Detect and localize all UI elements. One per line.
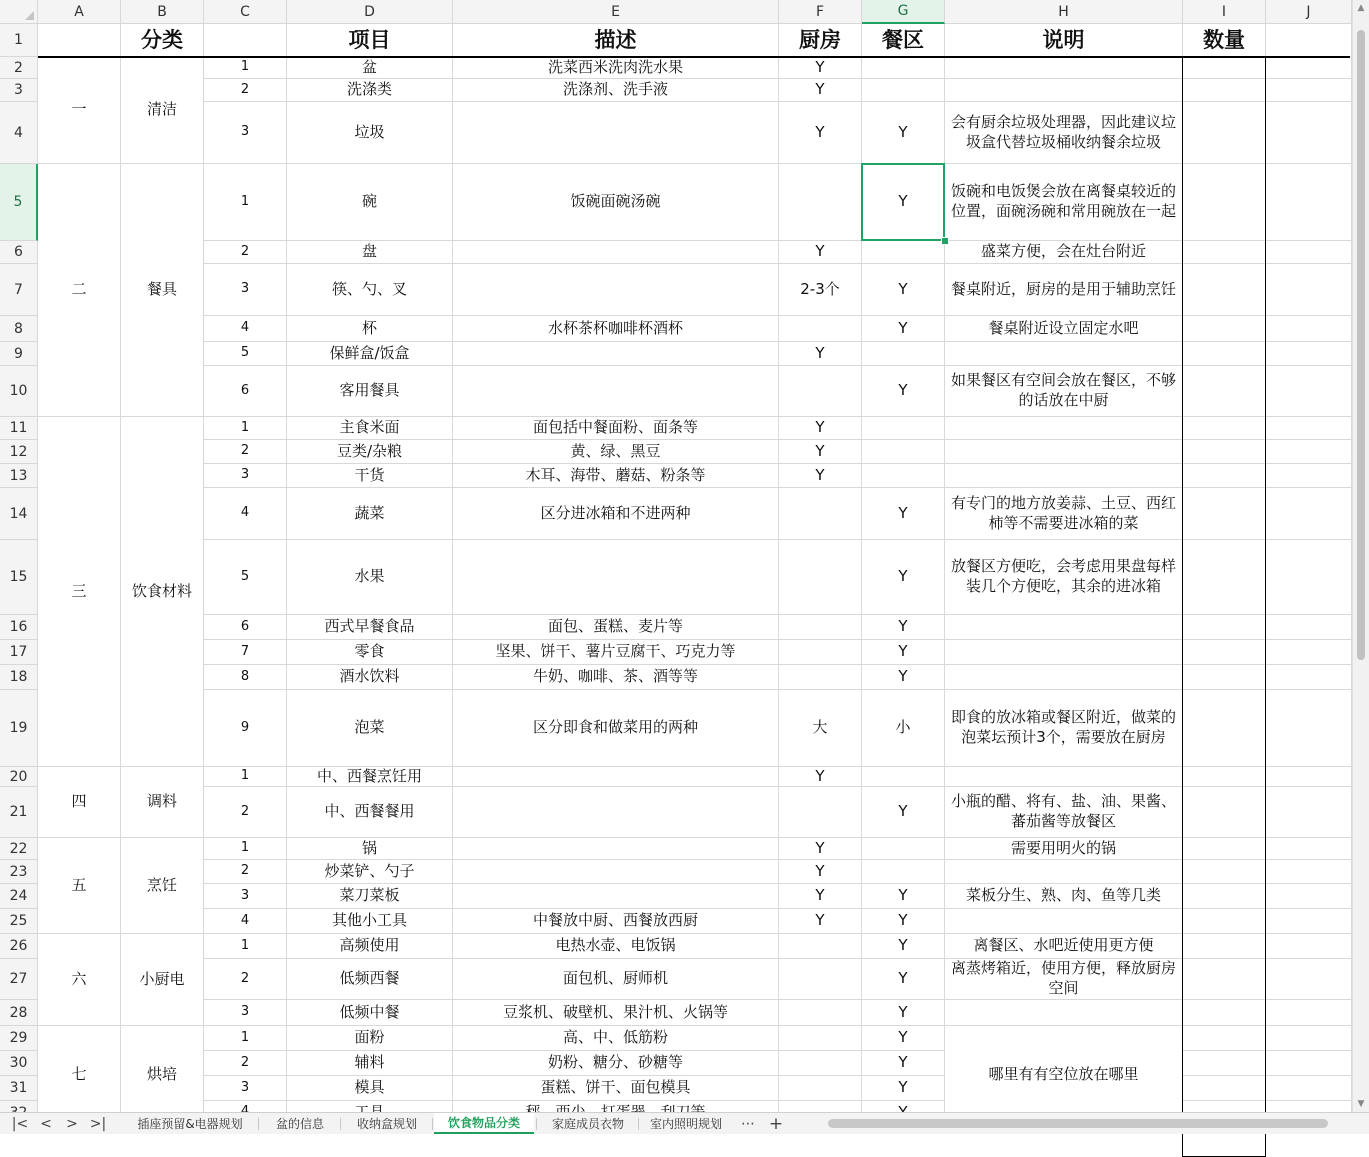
horizontal-scrollbar[interactable] bbox=[812, 1117, 1352, 1130]
row-header[interactable]: 17 bbox=[0, 640, 38, 665]
cell-j[interactable] bbox=[1266, 934, 1351, 958]
item-description[interactable]: 区分进冰箱和不进两种 bbox=[453, 488, 778, 539]
item-note[interactable]: 餐桌附近设立固定水吧 bbox=[945, 316, 1182, 341]
kitchen-flag[interactable]: Y bbox=[779, 767, 861, 786]
item-note[interactable]: 小瓶的醋、将有、盐、油、果酱、蕃茄酱等放餐区 bbox=[945, 787, 1182, 837]
item-description[interactable]: 牛奶、咖啡、茶、酒等等 bbox=[453, 665, 778, 689]
item-description[interactable]: 坚果、饼干、薯片豆腐干、巧克力等 bbox=[453, 640, 778, 664]
item-index[interactable]: 7 bbox=[204, 640, 286, 664]
item-name[interactable]: 炒菜铲、勺子 bbox=[287, 860, 452, 883]
row-header[interactable]: 27 bbox=[0, 959, 38, 1000]
dining-flag[interactable]: Y bbox=[862, 264, 944, 315]
item-index[interactable]: 5 bbox=[204, 540, 286, 614]
dining-flag[interactable]: Y bbox=[862, 1076, 944, 1100]
dining-flag[interactable]: Y bbox=[862, 909, 944, 933]
kitchen-flag[interactable] bbox=[779, 665, 861, 689]
cell-j[interactable] bbox=[1266, 342, 1351, 365]
kitchen-flag[interactable] bbox=[779, 934, 861, 958]
item-index[interactable]: 3 bbox=[204, 884, 286, 908]
item-index[interactable]: 2 bbox=[204, 959, 286, 999]
item-index[interactable]: 1 bbox=[204, 934, 286, 958]
item-note[interactable] bbox=[945, 79, 1182, 101]
column-header[interactable]: G bbox=[862, 0, 945, 24]
item-index[interactable]: 3 bbox=[204, 464, 286, 487]
kitchen-flag[interactable]: Y bbox=[779, 909, 861, 933]
item-name[interactable]: 西式早餐食品 bbox=[287, 615, 452, 639]
column-header[interactable]: A bbox=[38, 0, 121, 24]
vertical-scrollbar[interactable] bbox=[1352, 0, 1369, 1112]
dining-flag[interactable]: Y bbox=[862, 366, 944, 416]
kitchen-flag[interactable]: Y bbox=[779, 57, 861, 78]
sheet-tab[interactable]: 室内照明规划 bbox=[649, 1117, 722, 1131]
item-note[interactable] bbox=[945, 417, 1182, 439]
cell-j[interactable] bbox=[1266, 1026, 1351, 1050]
item-note[interactable] bbox=[945, 860, 1182, 883]
header-quantity[interactable]: 数量 bbox=[1183, 24, 1265, 56]
row-header[interactable]: 13 bbox=[0, 464, 38, 488]
kitchen-flag[interactable]: Y bbox=[779, 464, 861, 487]
item-note[interactable]: 饭碗和电饭煲会放在离餐桌较近的位置，面碗汤碗和常用碗放在一起 bbox=[945, 164, 1182, 240]
row-header[interactable]: 30 bbox=[0, 1051, 38, 1076]
dining-flag[interactable]: Y bbox=[862, 488, 944, 539]
item-note[interactable]: 离餐区、水吧近使用更方便 bbox=[945, 934, 1182, 958]
item-note[interactable] bbox=[945, 440, 1182, 463]
cell-j[interactable] bbox=[1266, 540, 1351, 614]
cell-j[interactable] bbox=[1266, 440, 1351, 463]
dining-flag[interactable]: 小 bbox=[862, 690, 944, 766]
item-note[interactable] bbox=[945, 615, 1182, 639]
row-header[interactable]: 12 bbox=[0, 440, 38, 464]
kitchen-flag[interactable]: Y bbox=[779, 79, 861, 101]
row-header[interactable]: 20 bbox=[0, 767, 38, 787]
item-description[interactable]: 区分即食和做菜用的两种 bbox=[453, 690, 778, 766]
item-index[interactable]: 3 bbox=[204, 1000, 286, 1025]
sheet-tab-bar bbox=[0, 1112, 1369, 1134]
dining-flag[interactable] bbox=[862, 417, 944, 439]
item-name[interactable]: 高频使用 bbox=[287, 934, 452, 958]
cell-j[interactable] bbox=[1266, 615, 1351, 639]
cell-j[interactable] bbox=[1266, 102, 1351, 163]
item-name[interactable]: 其他小工具 bbox=[287, 909, 452, 933]
kitchen-flag[interactable] bbox=[779, 164, 861, 240]
cell-j[interactable] bbox=[1266, 417, 1351, 439]
cell-j[interactable] bbox=[1266, 1076, 1351, 1100]
item-description[interactable]: 洗菜西米洗肉洗水果 bbox=[453, 57, 778, 78]
kitchen-flag[interactable]: Y bbox=[779, 342, 861, 365]
cell-j[interactable] bbox=[1266, 366, 1351, 416]
cell-j[interactable] bbox=[1266, 264, 1351, 315]
kitchen-flag[interactable] bbox=[779, 1076, 861, 1100]
item-index[interactable]: 3 bbox=[204, 102, 286, 163]
kitchen-flag[interactable] bbox=[779, 540, 861, 614]
item-description[interactable]: 蛋糕、饼干、面包模具 bbox=[453, 1076, 778, 1100]
kitchen-flag[interactable]: Y bbox=[779, 102, 861, 163]
cell-j[interactable] bbox=[1266, 488, 1351, 539]
first-sheet-icon[interactable]: |< bbox=[11, 1115, 29, 1132]
item-note[interactable]: 放餐区方便吃，会考虑用果盘每样装几个方便吃，其余的进冰箱 bbox=[945, 540, 1182, 614]
group-name[interactable]: 清洁 bbox=[121, 57, 203, 163]
last-sheet-icon[interactable]: >| bbox=[89, 1115, 107, 1132]
row-header[interactable]: 21 bbox=[0, 787, 38, 838]
item-description[interactable]: 高、中、低筋粉 bbox=[453, 1026, 778, 1050]
dining-flag[interactable] bbox=[862, 767, 944, 786]
kitchen-flag[interactable] bbox=[779, 1000, 861, 1025]
next-sheet-icon[interactable]: > bbox=[66, 1115, 78, 1132]
item-description[interactable] bbox=[453, 787, 778, 837]
row-header[interactable]: 16 bbox=[0, 615, 38, 640]
item-index[interactable]: 2 bbox=[204, 787, 286, 837]
item-note[interactable]: 盛菜方便，会在灶台附近 bbox=[945, 241, 1182, 263]
item-name[interactable]: 酒水饮料 bbox=[287, 665, 452, 689]
item-description[interactable]: 水杯茶杯咖啡杯酒杯 bbox=[453, 316, 778, 341]
item-name[interactable]: 盘 bbox=[287, 241, 452, 263]
item-description[interactable] bbox=[453, 767, 778, 786]
item-index[interactable]: 1 bbox=[204, 164, 286, 240]
item-name[interactable]: 模具 bbox=[287, 1076, 452, 1100]
row-header[interactable]: 2 bbox=[0, 57, 38, 79]
item-index[interactable]: 2 bbox=[204, 79, 286, 101]
item-name[interactable]: 碗 bbox=[287, 164, 452, 240]
row-header[interactable]: 24 bbox=[0, 884, 38, 909]
item-name[interactable]: 低频中餐 bbox=[287, 1000, 452, 1025]
row-header[interactable]: 11 bbox=[0, 417, 38, 440]
cell-j[interactable] bbox=[1266, 884, 1351, 908]
item-name[interactable]: 水果 bbox=[287, 540, 452, 614]
row-header[interactable]: 25 bbox=[0, 909, 38, 934]
column-header[interactable]: I bbox=[1183, 0, 1266, 24]
item-note[interactable] bbox=[945, 342, 1182, 365]
item-name[interactable]: 零食 bbox=[287, 640, 452, 664]
dining-flag[interactable]: Y bbox=[862, 615, 944, 639]
item-note[interactable]: 餐桌附近，厨房的是用于辅助烹饪 bbox=[945, 264, 1182, 315]
more-sheets-icon[interactable]: ⋯ bbox=[741, 1115, 755, 1132]
item-index[interactable]: 5 bbox=[204, 342, 286, 365]
item-name[interactable]: 豆类/杂粮 bbox=[287, 440, 452, 463]
cell-j[interactable] bbox=[1266, 464, 1351, 487]
item-index[interactable]: 9 bbox=[204, 690, 286, 766]
group-name[interactable]: 烹饪 bbox=[121, 838, 203, 933]
kitchen-flag[interactable] bbox=[779, 640, 861, 664]
row-header[interactable]: 3 bbox=[0, 79, 38, 102]
item-name[interactable]: 锅 bbox=[287, 838, 452, 859]
group-name[interactable]: 饮食材料 bbox=[121, 417, 203, 766]
item-description[interactable]: 木耳、海带、蘑菇、粉条等 bbox=[453, 464, 778, 487]
item-description[interactable]: 豆浆机、破壁机、果汁机、火锅等 bbox=[453, 1000, 778, 1025]
row-header[interactable]: 28 bbox=[0, 1000, 38, 1026]
cell-j[interactable] bbox=[1266, 767, 1351, 786]
column-header[interactable]: J bbox=[1266, 0, 1352, 24]
cell-j[interactable] bbox=[1266, 860, 1351, 883]
note-baking[interactable]: 哪里有有空位放在哪里 bbox=[945, 1026, 1182, 1124]
row-header[interactable]: 14 bbox=[0, 488, 38, 540]
group-name[interactable]: 餐具 bbox=[121, 164, 203, 416]
quantity-border bbox=[1182, 56, 1266, 1157]
item-name[interactable]: 泡菜 bbox=[287, 690, 452, 766]
header-item[interactable]: 项目 bbox=[287, 24, 452, 56]
item-note[interactable]: 如果餐区有空间会放在餐区，不够的话放在中厨 bbox=[945, 366, 1182, 416]
dining-flag[interactable]: Y bbox=[862, 787, 944, 837]
item-note[interactable] bbox=[945, 57, 1182, 78]
row-header[interactable]: 10 bbox=[0, 366, 38, 417]
item-note[interactable] bbox=[945, 909, 1182, 933]
item-index[interactable]: 2 bbox=[204, 440, 286, 463]
dining-flag[interactable]: Y bbox=[862, 640, 944, 664]
item-note[interactable] bbox=[945, 1000, 1182, 1025]
dining-flag[interactable]: Y bbox=[862, 1026, 944, 1050]
cell-j[interactable] bbox=[1266, 959, 1351, 999]
item-description[interactable] bbox=[453, 860, 778, 883]
item-name[interactable]: 蔬菜 bbox=[287, 488, 452, 539]
item-name[interactable]: 盆 bbox=[287, 57, 452, 78]
group-number[interactable]: 五 bbox=[38, 838, 120, 933]
group-name[interactable]: 烘培 bbox=[121, 1026, 203, 1124]
dining-flag[interactable] bbox=[862, 838, 944, 859]
item-note[interactable]: 有专门的地方放姜蒜、土豆、西红柿等不需要进冰箱的菜 bbox=[945, 488, 1182, 539]
row-header[interactable]: 26 bbox=[0, 934, 38, 959]
item-index[interactable]: 6 bbox=[204, 615, 286, 639]
item-note[interactable]: 离蒸烤箱近，使用方便，释放厨房空间 bbox=[945, 959, 1182, 999]
item-note[interactable]: 菜板分生、熟、肉、鱼等几类 bbox=[945, 884, 1182, 908]
item-description[interactable] bbox=[453, 102, 778, 163]
item-name[interactable]: 洗涤类 bbox=[287, 79, 452, 101]
add-sheet-icon[interactable]: + bbox=[768, 1113, 784, 1134]
dining-flag[interactable] bbox=[862, 860, 944, 883]
item-name[interactable]: 面粉 bbox=[287, 1026, 452, 1050]
item-name[interactable]: 保鲜盒/饭盒 bbox=[287, 342, 452, 365]
cell-j[interactable] bbox=[1266, 164, 1351, 240]
kitchen-flag[interactable] bbox=[779, 1051, 861, 1075]
group-number[interactable]: 三 bbox=[38, 417, 120, 766]
item-description[interactable] bbox=[453, 366, 778, 416]
select-all-corner[interactable] bbox=[0, 0, 38, 24]
item-description[interactable] bbox=[453, 264, 778, 315]
kitchen-flag[interactable]: Y bbox=[779, 440, 861, 463]
kitchen-flag[interactable]: Y bbox=[779, 241, 861, 263]
cell-j[interactable] bbox=[1266, 665, 1351, 689]
dining-flag[interactable] bbox=[862, 440, 944, 463]
dining-flag[interactable]: Y bbox=[862, 959, 944, 999]
item-description[interactable] bbox=[453, 241, 778, 263]
item-description[interactable] bbox=[453, 540, 778, 614]
row-header[interactable]: 1 bbox=[0, 24, 38, 57]
row-header[interactable]: 6 bbox=[0, 241, 38, 264]
group-name[interactable]: 小厨电 bbox=[121, 934, 203, 1025]
item-description[interactable]: 奶粉、糖分、砂糖等 bbox=[453, 1051, 778, 1075]
item-index[interactable]: 3 bbox=[204, 1076, 286, 1100]
item-name[interactable]: 客用餐具 bbox=[287, 366, 452, 416]
item-index[interactable]: 2 bbox=[204, 860, 286, 883]
item-note[interactable] bbox=[945, 640, 1182, 664]
dining-flag[interactable]: Y bbox=[862, 934, 944, 958]
item-note[interactable] bbox=[945, 665, 1182, 689]
item-name[interactable]: 筷、勺、叉 bbox=[287, 264, 452, 315]
row-header[interactable]: 29 bbox=[0, 1026, 38, 1051]
item-index[interactable]: 2 bbox=[204, 241, 286, 263]
item-name[interactable]: 杯 bbox=[287, 316, 452, 341]
item-name[interactable]: 低频西餐 bbox=[287, 959, 452, 999]
cell-j[interactable] bbox=[1266, 79, 1351, 101]
group-number[interactable]: 二 bbox=[38, 164, 120, 416]
item-description[interactable] bbox=[453, 838, 778, 859]
vertical-scroll-thumb[interactable] bbox=[1357, 30, 1365, 660]
item-description[interactable]: 面包括中餐面粉、面条等 bbox=[453, 417, 778, 439]
item-note[interactable] bbox=[945, 464, 1182, 487]
dining-flag[interactable] bbox=[862, 464, 944, 487]
cell-j[interactable] bbox=[1266, 1051, 1351, 1075]
row-header[interactable]: 5 bbox=[0, 164, 38, 241]
column-header[interactable]: H bbox=[945, 0, 1183, 24]
row-header[interactable]: 23 bbox=[0, 860, 38, 884]
dining-flag[interactable]: Y bbox=[862, 884, 944, 908]
column-header[interactable]: C bbox=[204, 0, 287, 24]
cell-j[interactable] bbox=[1266, 838, 1351, 859]
item-note[interactable] bbox=[945, 767, 1182, 786]
dining-flag[interactable] bbox=[862, 57, 944, 78]
column-header[interactable]: D bbox=[287, 0, 453, 24]
cell-j[interactable] bbox=[1266, 690, 1351, 766]
header-category[interactable]: 分类 bbox=[121, 24, 203, 56]
dining-flag[interactable]: Y bbox=[862, 1000, 944, 1025]
horizontal-scroll-thumb[interactable] bbox=[828, 1119, 1328, 1128]
item-name[interactable]: 主食米面 bbox=[287, 417, 452, 439]
item-index[interactable]: 6 bbox=[204, 366, 286, 416]
column-header[interactable]: E bbox=[453, 0, 779, 24]
header-kitchen[interactable]: 厨房 bbox=[779, 24, 861, 56]
item-name[interactable]: 垃圾 bbox=[287, 102, 452, 163]
cell-j[interactable] bbox=[1266, 640, 1351, 664]
item-name[interactable]: 菜刀菜板 bbox=[287, 884, 452, 908]
row-header[interactable]: 15 bbox=[0, 540, 38, 615]
item-index[interactable]: 2 bbox=[204, 1051, 286, 1075]
cell-j[interactable] bbox=[1266, 316, 1351, 341]
item-description[interactable] bbox=[453, 342, 778, 365]
item-index[interactable]: 1 bbox=[204, 767, 286, 786]
kitchen-flag[interactable] bbox=[779, 959, 861, 999]
group-number[interactable]: 七 bbox=[38, 1026, 120, 1124]
kitchen-flag[interactable] bbox=[779, 488, 861, 539]
dining-flag[interactable]: Y bbox=[862, 316, 944, 341]
item-index[interactable]: 3 bbox=[204, 264, 286, 315]
kitchen-flag[interactable] bbox=[779, 615, 861, 639]
row-header[interactable]: 22 bbox=[0, 838, 38, 860]
item-index[interactable]: 1 bbox=[204, 417, 286, 439]
item-index[interactable]: 1 bbox=[204, 1026, 286, 1050]
item-name[interactable]: 辅料 bbox=[287, 1051, 452, 1075]
prev-sheet-icon[interactable]: < bbox=[40, 1115, 52, 1132]
row-header[interactable]: 8 bbox=[0, 316, 38, 342]
kitchen-flag[interactable]: 大 bbox=[779, 690, 861, 766]
item-note[interactable]: 会有厨余垃圾处理器，因此建议垃圾盒代替垃圾桶收纳餐余垃圾 bbox=[945, 102, 1182, 163]
item-note[interactable]: 即食的放冰箱或餐区附近，做菜的泡菜坛预计3个，需要放在厨房 bbox=[945, 690, 1182, 766]
item-name[interactable]: 中、西餐烹饪用 bbox=[287, 767, 452, 786]
header-note[interactable]: 说明 bbox=[945, 24, 1182, 56]
item-index[interactable]: 8 bbox=[204, 665, 286, 689]
item-description[interactable]: 面包、蛋糕、麦片等 bbox=[453, 615, 778, 639]
dining-flag[interactable]: Y bbox=[862, 164, 944, 240]
row-header[interactable]: 19 bbox=[0, 690, 38, 767]
kitchen-flag[interactable]: Y bbox=[779, 860, 861, 883]
kitchen-flag[interactable] bbox=[779, 787, 861, 837]
item-index[interactable]: 4 bbox=[204, 488, 286, 539]
item-description[interactable]: 电热水壶、电饭锅 bbox=[453, 934, 778, 958]
cell-j[interactable] bbox=[1266, 1000, 1351, 1025]
kitchen-flag[interactable]: Y bbox=[779, 417, 861, 439]
kitchen-flag[interactable] bbox=[779, 1026, 861, 1050]
fill-handle[interactable] bbox=[941, 237, 949, 245]
dining-flag[interactable]: Y bbox=[862, 540, 944, 614]
sheet-tab[interactable]: 收纳盒规划 bbox=[356, 1117, 417, 1131]
item-index[interactable]: 4 bbox=[204, 316, 286, 341]
sheet-tab[interactable]: 盆的信息 bbox=[275, 1117, 324, 1131]
kitchen-flag[interactable]: 2-3个 bbox=[779, 264, 861, 315]
item-index[interactable]: 1 bbox=[204, 838, 286, 859]
dining-flag[interactable] bbox=[862, 342, 944, 365]
item-description[interactable]: 饭碗面碗汤碗 bbox=[453, 164, 778, 240]
cell-j[interactable] bbox=[1266, 241, 1351, 263]
item-description[interactable]: 黄、绿、黑豆 bbox=[453, 440, 778, 463]
column-header[interactable]: F bbox=[779, 0, 862, 24]
cell-j[interactable] bbox=[1266, 909, 1351, 933]
active-cell-selection[interactable] bbox=[861, 163, 945, 241]
item-index[interactable]: 1 bbox=[204, 57, 286, 78]
group-number[interactable]: 一 bbox=[38, 57, 120, 163]
kitchen-flag[interactable] bbox=[779, 366, 861, 416]
item-name[interactable]: 中、西餐餐用 bbox=[287, 787, 452, 837]
header-dining[interactable]: 餐区 bbox=[862, 24, 944, 56]
row-header[interactable]: 31 bbox=[0, 1076, 38, 1101]
sheet-tab-active[interactable]: 饮食物品分类 bbox=[434, 1113, 534, 1134]
item-index[interactable]: 4 bbox=[204, 909, 286, 933]
sheet-tab[interactable]: 家庭成员衣物 bbox=[551, 1117, 624, 1131]
group-name[interactable]: 调料 bbox=[121, 767, 203, 837]
group-number[interactable]: 四 bbox=[38, 767, 120, 837]
item-note[interactable]: 需要用明火的锅 bbox=[945, 838, 1182, 859]
item-name[interactable]: 干货 bbox=[287, 464, 452, 487]
cell-j[interactable] bbox=[1266, 57, 1351, 78]
cell-c1[interactable] bbox=[204, 24, 286, 56]
dining-flag[interactable] bbox=[862, 241, 944, 263]
scroll-down-icon[interactable]: ▼ bbox=[1357, 1099, 1365, 1109]
kitchen-flag[interactable] bbox=[779, 316, 861, 341]
dining-flag[interactable]: Y bbox=[862, 1051, 944, 1075]
item-description[interactable]: 面包机、厨师机 bbox=[453, 959, 778, 999]
kitchen-flag[interactable]: Y bbox=[779, 884, 861, 908]
kitchen-flag[interactable]: Y bbox=[779, 838, 861, 859]
cell-j[interactable] bbox=[1266, 787, 1351, 837]
group-number[interactable]: 六 bbox=[38, 934, 120, 1025]
dining-flag[interactable]: Y bbox=[862, 102, 944, 163]
dining-flag[interactable] bbox=[862, 79, 944, 101]
item-description[interactable] bbox=[453, 884, 778, 908]
scroll-up-icon[interactable]: ▲ bbox=[1357, 3, 1365, 13]
item-description[interactable]: 中餐放中厨、西餐放西厨 bbox=[453, 909, 778, 933]
row-header[interactable]: 7 bbox=[0, 264, 38, 316]
row-header[interactable]: 9 bbox=[0, 342, 38, 366]
column-header[interactable]: B bbox=[121, 0, 204, 24]
item-description[interactable]: 洗涤剂、洗手液 bbox=[453, 79, 778, 101]
header-description[interactable]: 描述 bbox=[453, 24, 778, 56]
cell-a1[interactable] bbox=[38, 24, 120, 56]
sheet-tab[interactable]: 插座预留&电器规划 bbox=[137, 1117, 243, 1131]
dining-flag[interactable]: Y bbox=[862, 665, 944, 689]
row-header[interactable]: 4 bbox=[0, 102, 38, 164]
row-header[interactable]: 18 bbox=[0, 665, 38, 690]
